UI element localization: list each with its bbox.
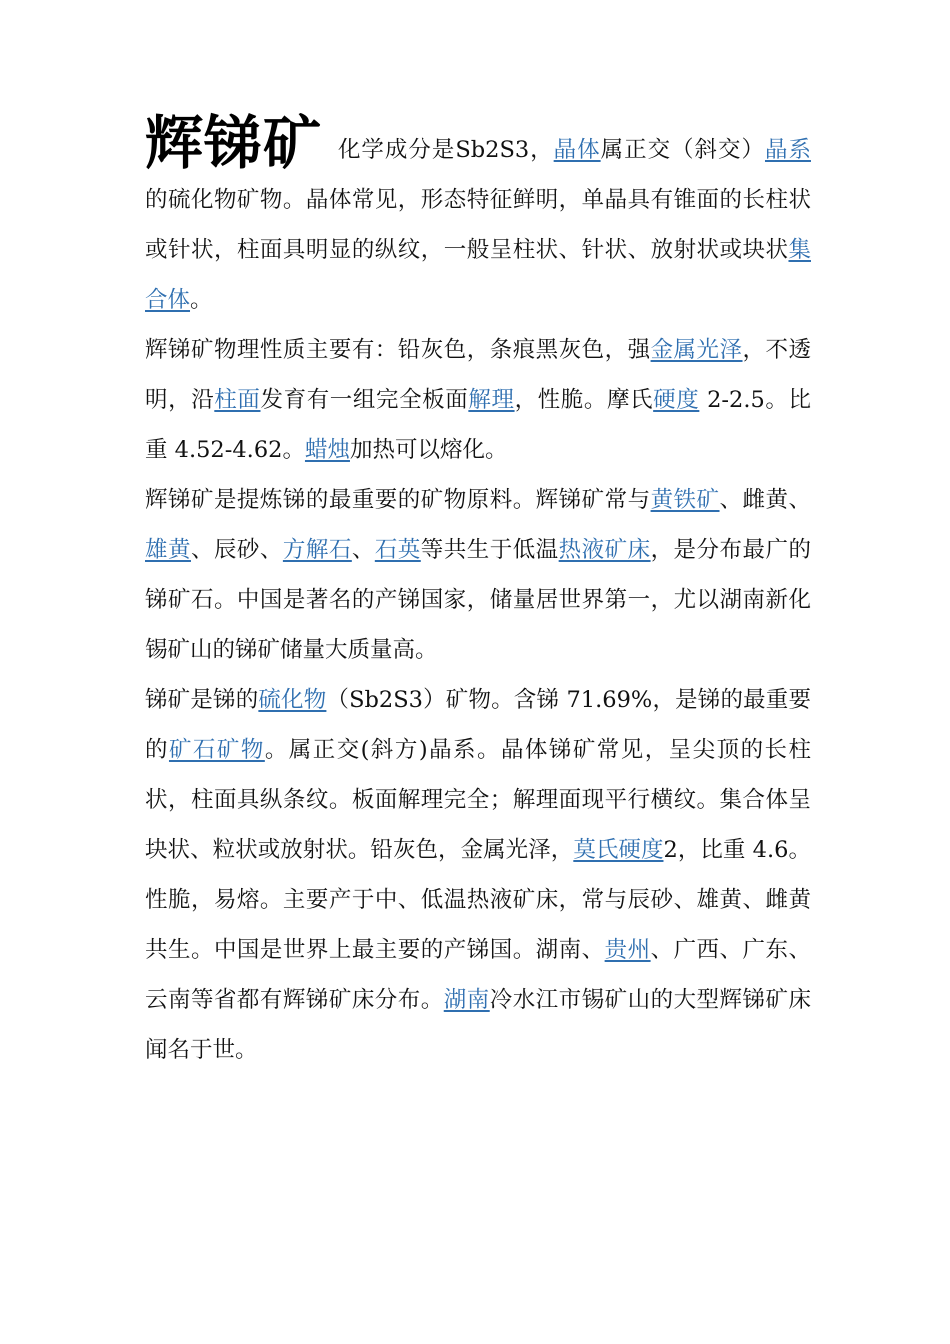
link-quartz[interactable]: 石英 xyxy=(374,537,421,563)
paragraph-4 xyxy=(145,675,811,1075)
text-run: 、雌黄、 xyxy=(719,487,811,513)
link-hunan[interactable]: 湖南 xyxy=(443,987,490,1013)
text-run: 、辰砂、 xyxy=(190,537,283,563)
link-guizhou[interactable]: 贵州 xyxy=(604,937,651,963)
text-run: 。 xyxy=(190,287,213,313)
text-run: 属正交（斜交） xyxy=(600,137,765,163)
link-candle[interactable]: 蜡烛 xyxy=(304,437,350,463)
link-cleavage[interactable]: 解理 xyxy=(468,387,515,413)
link-metallic-luster[interactable]: 金属光泽 xyxy=(650,337,743,363)
text-run: 等共生于低温 xyxy=(420,537,559,563)
link-ore-mineral[interactable]: 矿石矿物 xyxy=(168,737,265,763)
text-run: 辉锑矿物理性质主要有：铅灰色，条痕黑灰色，强 xyxy=(145,337,651,363)
text-run: 化学成分是Sb2S3， xyxy=(337,137,554,163)
link-crystal[interactable]: 晶体 xyxy=(553,137,601,163)
text-run: 2-2.5。比重 4.52-4.62。 xyxy=(145,387,811,463)
paragraph-1 xyxy=(145,109,811,325)
link-mohs-hardness[interactable]: 莫氏硬度 xyxy=(573,837,664,863)
link-realgar[interactable]: 雄黄 xyxy=(145,537,191,563)
paragraph-3 xyxy=(145,475,811,675)
link-hardness[interactable]: 硬度 xyxy=(653,387,700,413)
link-aggregate[interactable]: 集合体 xyxy=(145,237,811,313)
link-hydrothermal-deposit[interactable]: 热液矿床 xyxy=(558,537,651,563)
text-run: ，性脆。摩氏 xyxy=(514,387,654,413)
paragraph-2 xyxy=(145,325,811,475)
link-calcite[interactable]: 方解石 xyxy=(282,537,352,563)
text-run: 锑矿是锑的 xyxy=(145,687,259,713)
text-run: 的硫化物矿物。晶体常见，形态特征鲜明，单晶具有锥面的长柱状或针状，柱面具明显的纵纹，一般呈柱状、针状、放射状或块状 xyxy=(145,187,811,263)
link-sulfide[interactable]: 硫化物 xyxy=(258,687,327,713)
text-run: 冷水江市锡矿山的大型辉锑矿床闻名于世。 xyxy=(145,987,811,1063)
link-prism-face[interactable]: 柱面 xyxy=(214,387,261,413)
document-body xyxy=(145,109,811,1075)
text-run: 。属正交(斜方)晶系。晶体锑矿常见，呈尖顶的长柱状，柱面具纵条纹。板面解理完全；解理面现平行横纹。集合体呈块状、粒状或放射状。铅灰色，金属光泽， xyxy=(145,737,811,863)
text-run: 、 xyxy=(351,537,375,563)
document-title: 辉锑矿 xyxy=(145,109,322,177)
link-pyrite[interactable]: 黄铁矿 xyxy=(650,487,720,513)
text-run: 发育有一组完全板面 xyxy=(260,387,469,413)
text-run: 、广西、广东、云南等省都有辉锑矿床分布。 xyxy=(145,937,811,1013)
text-run: 辉锑矿是提炼锑的最重要的矿物原料。辉锑矿常与 xyxy=(145,487,651,513)
text-run: 加热可以熔化。 xyxy=(349,437,508,463)
text-run: （Sb2S3）矿物。含锑 71.69%，是锑的最重要的 xyxy=(145,687,811,763)
text-run: 2，比重 4.6。性脆，易熔。主要产于中、低温热液矿床，常与辰砂、雄黄、雌黄共生。中国是世界上最主要的产锑国。湖南、 xyxy=(145,837,811,963)
text-run: ，不透明，沿 xyxy=(145,337,811,413)
link-crystal-system[interactable]: 晶系 xyxy=(764,137,811,163)
text-run: ，是分布最广的锑矿石。中国是著名的产锑国家，储量居世界第一，尤以湖南新化锡矿山的锑矿储量大质量高。 xyxy=(145,537,811,663)
